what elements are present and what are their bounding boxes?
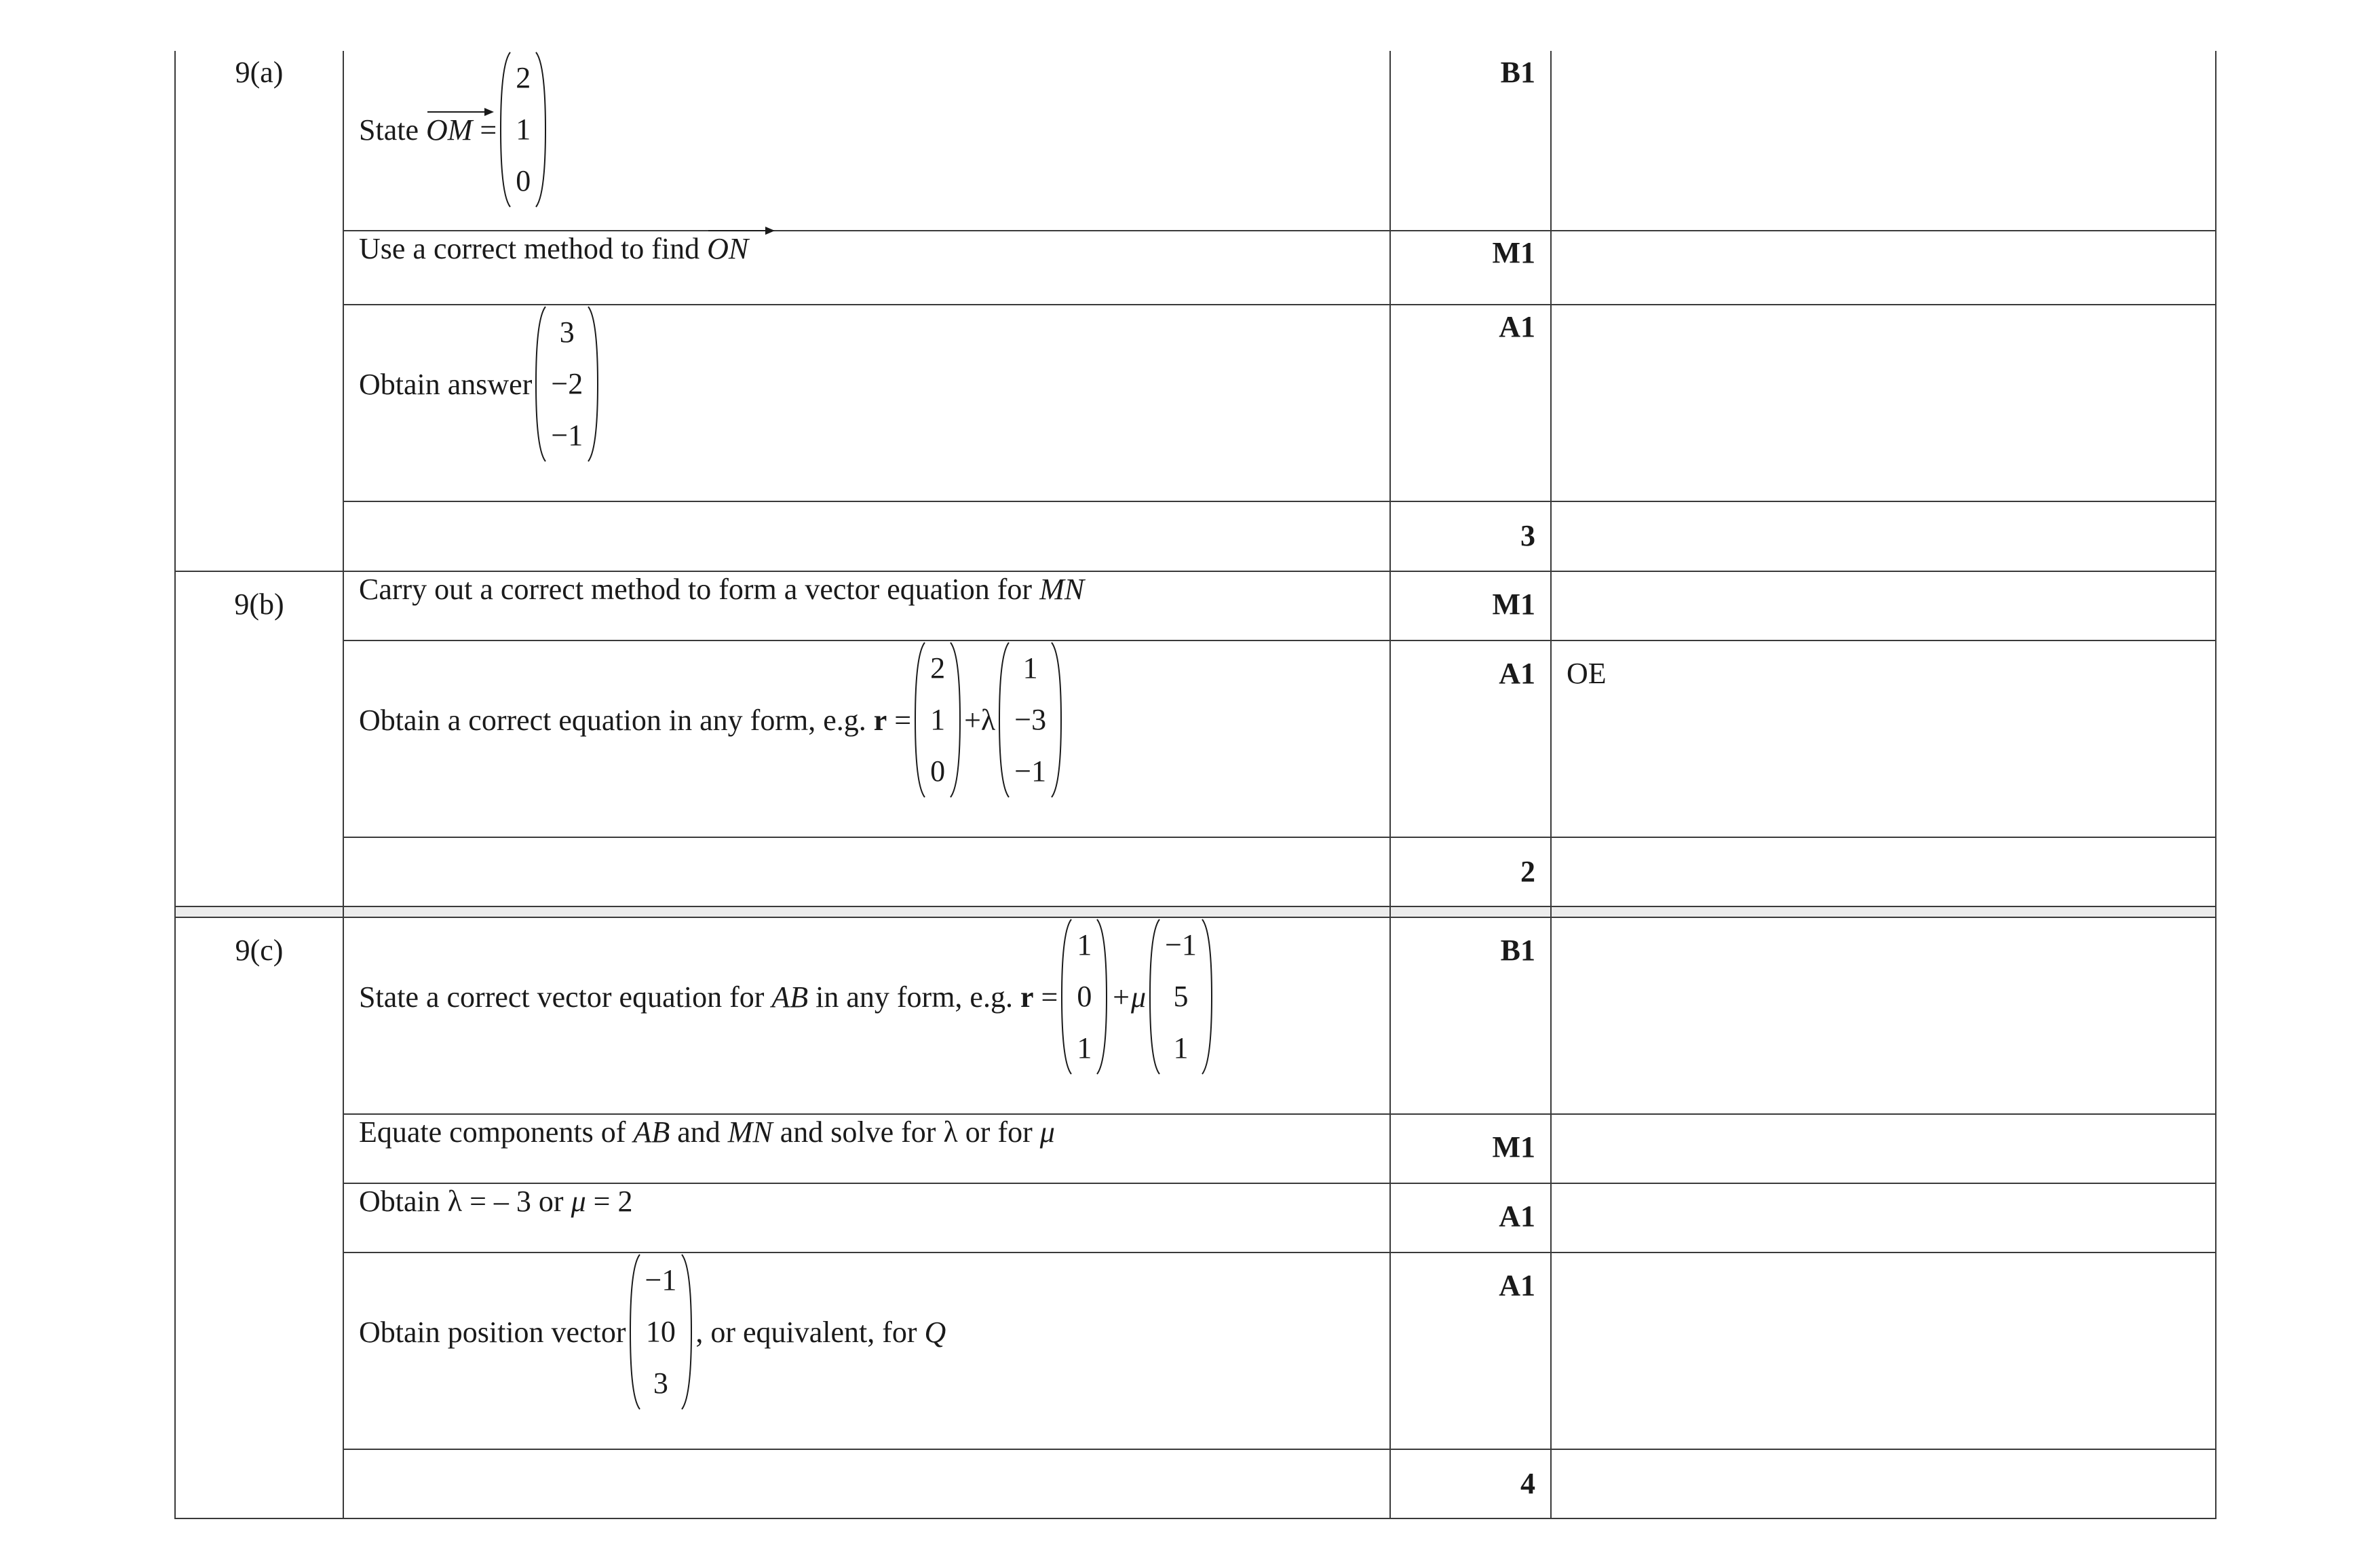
question-label: 9(a) <box>235 56 284 89</box>
guidance-cell <box>1551 1253 2216 1449</box>
equals-sign: = <box>1041 980 1058 1014</box>
guidance: OE <box>1567 657 1607 690</box>
line-name: MN <box>1039 573 1085 606</box>
left-paren-icon <box>1060 918 1073 1075</box>
answer-text: and <box>677 1115 721 1149</box>
table-row <box>175 501 2216 571</box>
vector-entry: −1 <box>551 419 583 452</box>
answer-text: Obtain a correct equation in any form, e.g. <box>359 703 866 737</box>
mark: M1 <box>1492 588 1535 621</box>
mark-scheme-table <box>174 51 2216 1519</box>
answer-text: Obtain position vector <box>359 1315 626 1349</box>
answer-cell <box>343 231 1390 305</box>
mark: A1 <box>1499 310 1535 343</box>
answer-text: Obtain λ = – 3 or <box>359 1185 564 1218</box>
question-label-cell <box>175 917 343 1518</box>
table-row <box>175 231 2216 305</box>
answer-cell <box>343 305 1390 501</box>
right-paren-icon <box>680 1253 693 1411</box>
vector-entry: 2 <box>930 651 946 685</box>
left-paren-icon <box>499 51 512 208</box>
equals-sign: = <box>894 703 912 737</box>
vector-entry: 0 <box>1077 980 1092 1013</box>
answer-text: Carry out a correct method to form a vector equation for <box>359 573 1033 606</box>
guidance <box>1567 231 2215 235</box>
right-paren-icon <box>1096 918 1108 1075</box>
vector-arrow-icon <box>707 226 775 235</box>
guidance <box>1567 1184 2215 1188</box>
answer-text: , or equivalent, for <box>695 1315 917 1349</box>
guidance <box>1567 918 2215 922</box>
table-row <box>175 837 2216 906</box>
line-name: AB <box>771 980 809 1014</box>
guidance <box>1567 51 2215 55</box>
plus-parameter: +μ <box>1111 980 1147 1014</box>
guidance-cell <box>1551 51 2216 231</box>
vector-entry: −2 <box>551 367 583 400</box>
total-cell <box>1390 501 1551 571</box>
answer-cell <box>343 1253 1390 1449</box>
table-row <box>175 305 2216 501</box>
table-row <box>175 1114 2216 1183</box>
total-cell <box>1390 837 1551 906</box>
answer-cell <box>343 1114 1390 1183</box>
vector-entry: 1 <box>516 113 531 146</box>
right-paren-icon <box>587 305 599 463</box>
vector-entry: −1 <box>1165 928 1197 961</box>
guidance-cell <box>1551 501 2216 571</box>
mark: A1 <box>1499 1200 1535 1233</box>
guidance <box>1567 305 2215 309</box>
column-vector <box>499 51 547 208</box>
question-label: 9(c) <box>235 934 284 967</box>
vector-entry: 3 <box>559 315 575 349</box>
mark-cell <box>1390 917 1551 1114</box>
mark-cell <box>1390 1253 1551 1449</box>
parameter-mu: μ <box>1039 1115 1055 1149</box>
question-label-cell <box>175 571 343 906</box>
mark-cell <box>1390 1114 1551 1183</box>
left-paren-icon <box>1149 918 1161 1075</box>
question-label-cell <box>175 51 343 571</box>
answer-text: State a correct vector equation for <box>359 980 765 1014</box>
vector-entry: 1 <box>1173 1031 1189 1065</box>
vector-om: OM <box>426 113 472 147</box>
right-paren-icon <box>535 51 547 208</box>
position-vector-r: r <box>1020 980 1034 1014</box>
column-vector <box>998 641 1062 799</box>
vector-entry: 3 <box>653 1366 668 1400</box>
answer-text: and solve for λ or for <box>780 1115 1033 1149</box>
guidance-cell <box>1551 305 2216 501</box>
point-name: Q <box>924 1315 946 1349</box>
mark: M1 <box>1492 236 1535 269</box>
mark: A1 <box>1499 1269 1535 1302</box>
left-paren-icon <box>914 641 926 799</box>
answer-cell <box>343 837 1390 906</box>
mark-cell <box>1390 231 1551 305</box>
guidance-cell <box>1551 571 2216 640</box>
column-vector <box>535 305 599 463</box>
left-paren-icon <box>998 641 1010 799</box>
table-row <box>175 571 2216 640</box>
vector-on: ON <box>707 231 748 266</box>
guidance-cell <box>1551 231 2216 305</box>
answer-cell <box>343 51 1390 231</box>
column-vector <box>629 1253 693 1411</box>
question-label: 9(b) <box>234 588 284 621</box>
mark: B1 <box>1500 934 1535 967</box>
right-paren-icon <box>949 641 961 799</box>
position-vector-r: r <box>873 703 887 737</box>
total-mark: 2 <box>1520 855 1535 888</box>
table-row <box>175 640 2216 837</box>
answer-text: Equate components of <box>359 1115 626 1149</box>
vector-entry: 1 <box>1077 1031 1092 1065</box>
answer-cell <box>343 1449 1390 1518</box>
left-paren-icon <box>535 305 547 463</box>
total-mark: 3 <box>1520 519 1535 552</box>
vector-entry: 0 <box>516 164 531 197</box>
answer-cell <box>343 1183 1390 1253</box>
guidance <box>1567 572 2215 576</box>
line-name: MN <box>727 1115 773 1149</box>
column-vector <box>914 641 961 799</box>
answer-text: Use a correct method to find <box>359 232 700 265</box>
answer-text: Obtain answer <box>359 367 533 401</box>
vector-arrow-icon <box>426 107 494 117</box>
answer-text: State <box>359 113 419 147</box>
left-paren-icon <box>629 1253 641 1411</box>
guidance <box>1567 1253 2215 1257</box>
table-row <box>175 1253 2216 1449</box>
mark-cell <box>1390 640 1551 837</box>
equals-sign: = <box>480 113 497 147</box>
guidance-cell <box>1551 1449 2216 1518</box>
mark-cell <box>1390 51 1551 231</box>
mark-cell <box>1390 571 1551 640</box>
vector-entry: 1 <box>1022 651 1038 685</box>
right-paren-icon <box>1050 641 1062 799</box>
answer-text: in any form, e.g. <box>815 980 1013 1014</box>
guidance-cell <box>1551 1114 2216 1183</box>
column-vector <box>1149 918 1213 1075</box>
guidance-cell <box>1551 640 2216 837</box>
vector-entry: 0 <box>930 754 946 788</box>
mark-cell <box>1390 305 1551 501</box>
guidance-cell <box>1551 1183 2216 1253</box>
answer-text: = 2 <box>593 1185 633 1218</box>
total-cell <box>1390 1449 1551 1518</box>
vector-entry: −1 <box>1014 754 1047 788</box>
column-vector <box>1060 918 1108 1075</box>
mark: M1 <box>1492 1130 1535 1164</box>
vector-entry: −3 <box>1014 703 1047 736</box>
vector-entry: 2 <box>516 61 531 94</box>
guidance-cell <box>1551 917 2216 1114</box>
answer-cell <box>343 501 1390 571</box>
vector-entry: 5 <box>1173 980 1189 1013</box>
vector-entry: 1 <box>930 703 946 736</box>
table-row <box>175 51 2216 231</box>
guidance-cell <box>1551 837 2216 906</box>
vector-entry: 10 <box>645 1315 676 1348</box>
line-name: AB <box>633 1115 670 1149</box>
mark: A1 <box>1499 657 1535 690</box>
answer-cell <box>343 640 1390 837</box>
vector-entry: 1 <box>1077 928 1092 961</box>
parameter-mu: μ <box>571 1185 586 1218</box>
total-mark: 4 <box>1520 1467 1535 1500</box>
answer-cell <box>343 571 1390 640</box>
table-row <box>175 1449 2216 1518</box>
table-row <box>175 917 2216 1114</box>
table-row <box>175 1183 2216 1253</box>
vector-entry: −1 <box>645 1263 677 1297</box>
mark: B1 <box>1500 56 1535 89</box>
plus-parameter: +λ <box>964 703 996 737</box>
right-paren-icon <box>1201 918 1213 1075</box>
guidance <box>1567 1115 2215 1119</box>
page-break-separator <box>175 906 2216 917</box>
mark-cell <box>1390 1183 1551 1253</box>
answer-cell <box>343 917 1390 1114</box>
